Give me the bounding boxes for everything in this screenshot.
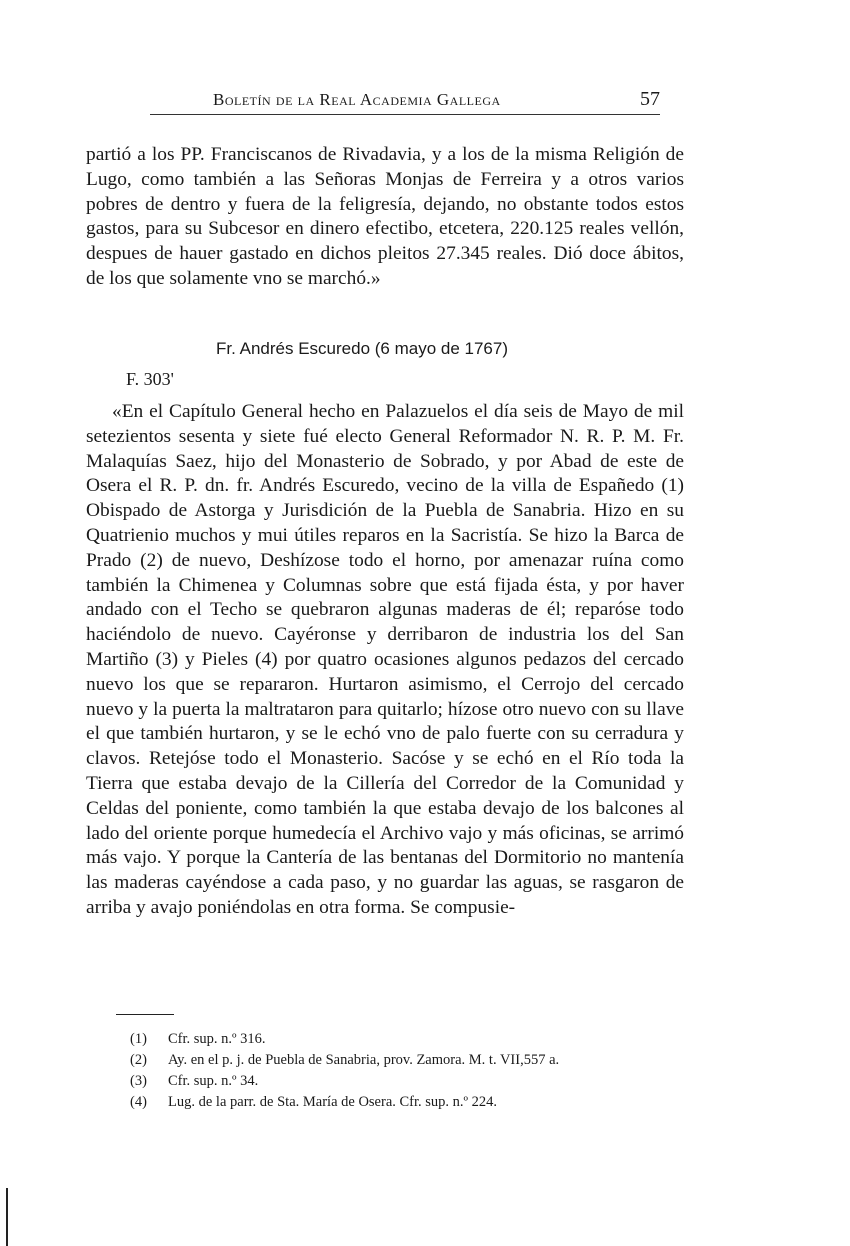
- page-number: 57: [640, 88, 660, 110]
- footnote-text: Ay. en el p. j. de Puebla de Sanabria, prov. Zamora. M. t. VII,557 a.: [168, 1052, 560, 1068]
- footnote-text: Lug. de la parr. de Sta. María de Osera. Cfr. sup. n.º 224.: [168, 1094, 498, 1110]
- body-text-top: [86, 143, 684, 292]
- footnote-number: (3): [130, 1073, 147, 1089]
- header-rule: [150, 114, 660, 115]
- footnote-3: [130, 1071, 700, 1092]
- paragraph-2: «En el Capítulo General hecho en Palazuelos el día seis de Mayo de mil setezientos sesenta y siete fué electo General Reformador N. R. P. M. Fr. Malaquías Saez, hijo del Monasterio de Sobrado, y por Abad de este de Osera el R. P. dn. fr. Andrés Escuredo, vecino de la villa de Españedo (1) Obispado de Astorga y Jurisdición de la Puebla de Sanabria. Hizo en su Quatrienio muchos y mui útiles reparos en la Sacristía. Se hizo la Barca de Prado (2) de nuevo, Deshízose todo el horno, por amenazar ruína como también la Chimenea y Columnas sobre que está fijada ésta, y por haver andado con el Techo se quebraron algunas maderas de él; reparóse todo haciéndolo de nuevo. Cayéronse y derribaron de industria los del San Martiño (3) y Pieles (4) por quatro ocasiones algunos pedazos del cercado nuevo los que se repararon. Hurtaron asimismo, el Cerrojo del cercado nuevo y la puerta la maltrataron para quitarlo; hízose otro nuevo con su llave el que también hurtaron, y se le echó vno de palo fuerte con su cerradura y clavos. Retejóse todo el Monasterio. Sacóse y se echó en el Río toda la Tierra que estaba devajo de la Cillería del Corredor de la Comunidad y Celdas del poniente, como también la que estaba devajo de los balcones al lado del oriente porque humedecía el Archivo vajo y más oficinas, se arrimó más vajo. Y porque la Cantería de las bentanas del Dormitorio no mantenía las maderas cayéndose a cada paso, y no guardar las aguas, se rasgaron de arriba y avajo poniéndolas en otra forma. Se compusie-: [86, 401, 684, 918]
- paragraph-1: partió a los PP. Franciscanos de Rivadavia, y a los de la misma Religión de Lugo, como también a las Señoras Monjas de Ferreira y a otros varios pobres de dentro y fuera de la feligresía, dejando, no obstante todos estos gastos, para su Subcesor en dinero efectibo, etcetera, 220.125 reales vellón, despues de hauer gastado en dichos pleitos 27.345 reales. Dió doce ábitos, de los que solamente vno se marchó.»: [86, 144, 684, 289]
- journal-title: Boletín de la Real Academia Gallega: [213, 90, 501, 109]
- footnote-1: [130, 1029, 700, 1050]
- footnote-rule: [116, 1014, 174, 1015]
- footnote-text: Cfr. sup. n.º 316.: [168, 1031, 266, 1047]
- scan-edge-mark: [6, 1188, 8, 1246]
- footnote-number: (4): [130, 1094, 147, 1110]
- footnotes: [130, 1029, 700, 1113]
- footnote-text: Cfr. sup. n.º 34.: [168, 1073, 259, 1089]
- footnote-4: [130, 1092, 700, 1113]
- footnote-number: (2): [130, 1052, 147, 1068]
- folio-reference: F. 303': [126, 369, 174, 389]
- signature-line: Fr. Andrés Escuredo (6 mayo de 1767): [216, 339, 508, 358]
- running-header: [150, 90, 660, 114]
- body-text-main: [86, 400, 684, 921]
- footnote-number: (1): [130, 1031, 147, 1047]
- footnote-2: [130, 1050, 700, 1071]
